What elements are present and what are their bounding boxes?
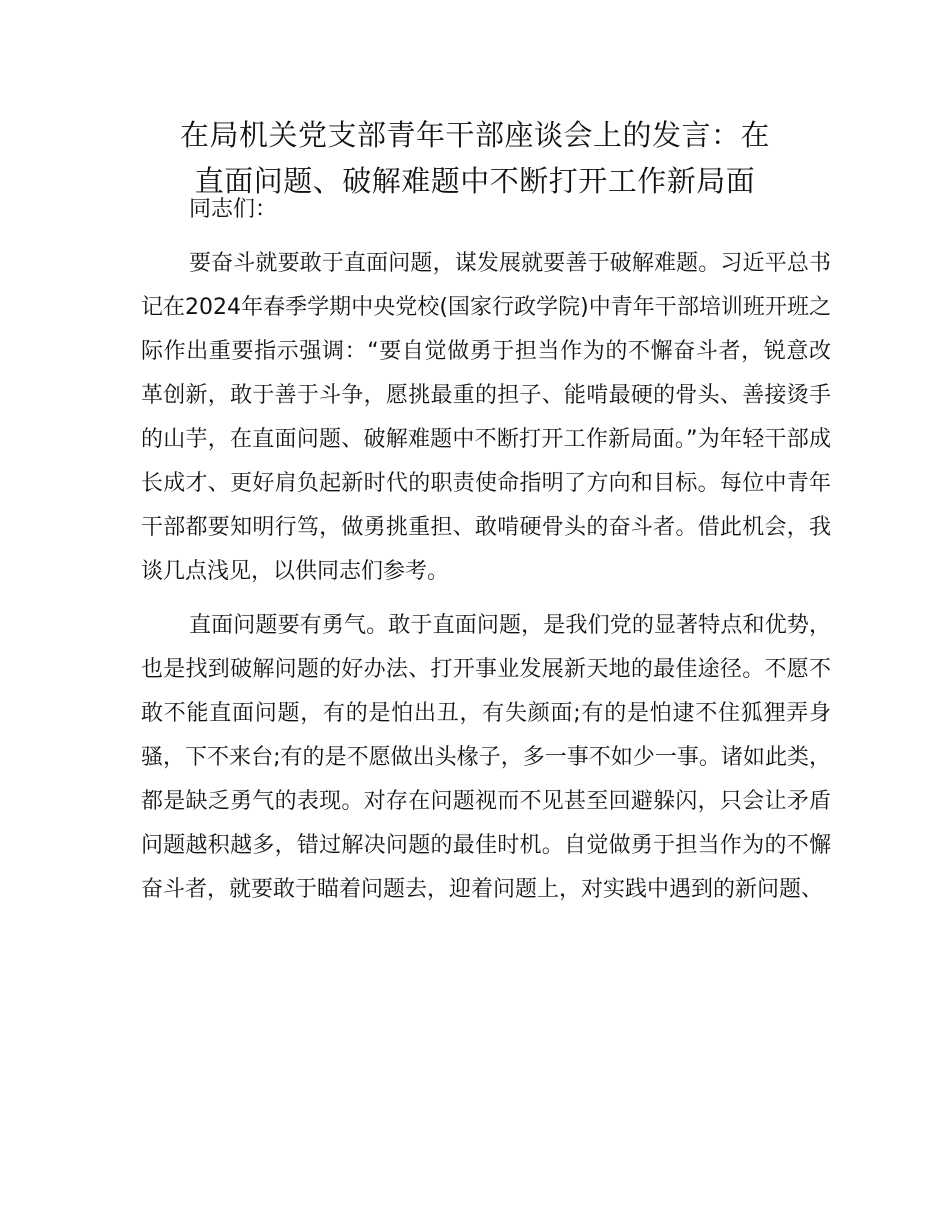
title-line-1: 在局机关党支部青年干部座谈会上的发言：在 [179, 118, 770, 152]
paragraph-1: 要奋斗就要敢于直面问题，谋发展就要善于破解难题。习近平总书记在2024年春季学期中央党校(国家行政学院)中青年干部培训班开班之际作出重要指示强调：“要自觉做勇于担当作为的不懈奋斗者，锐意改革创新，敢于善于斗争，愿挑最重的担子、能啃最硬的骨头、善接烫手的山芋，在直面问题、破解难题中不断打开工作新局面。”为年轻干部成长成才、更好肩负起新时代的职责使命指明了方向和目标。每位中青年干部都要知明行笃，做勇挑重担、敢啃硬骨头的奋斗者。借此机会，我谈几点浅见，以供同志们参考。 [141, 251, 831, 584]
paragraph-2: 直面问题要有勇气。敢于直面问题，是我们党的显著特点和优势，也是找到破解问题的好办法、打开事业发展新天地的最佳途径。不愿不敢不能直面问题，有的是怕出丑，有失颜面;有的是怕逮不住狐狸弄身骚，下不来台;有的是不愿做出头椽子，多一事不如少一事。诸如此类，都是缺乏勇气的表现。对存在问题视而不见甚至回避躲闪，只会让矛盾问题越积越多，错过解决问题的最佳时机。自觉做勇于担当作为的不懈奋斗者，就要敢于瞄着问题去，迎着问题上，对实践中遇到的新问题、 [141, 613, 831, 902]
title-line-2: 直面问题、破解难题中不断打开工作新局面 [194, 164, 756, 198]
salutation: 同志们： [189, 197, 278, 222]
document-body [141, 188, 831, 922]
